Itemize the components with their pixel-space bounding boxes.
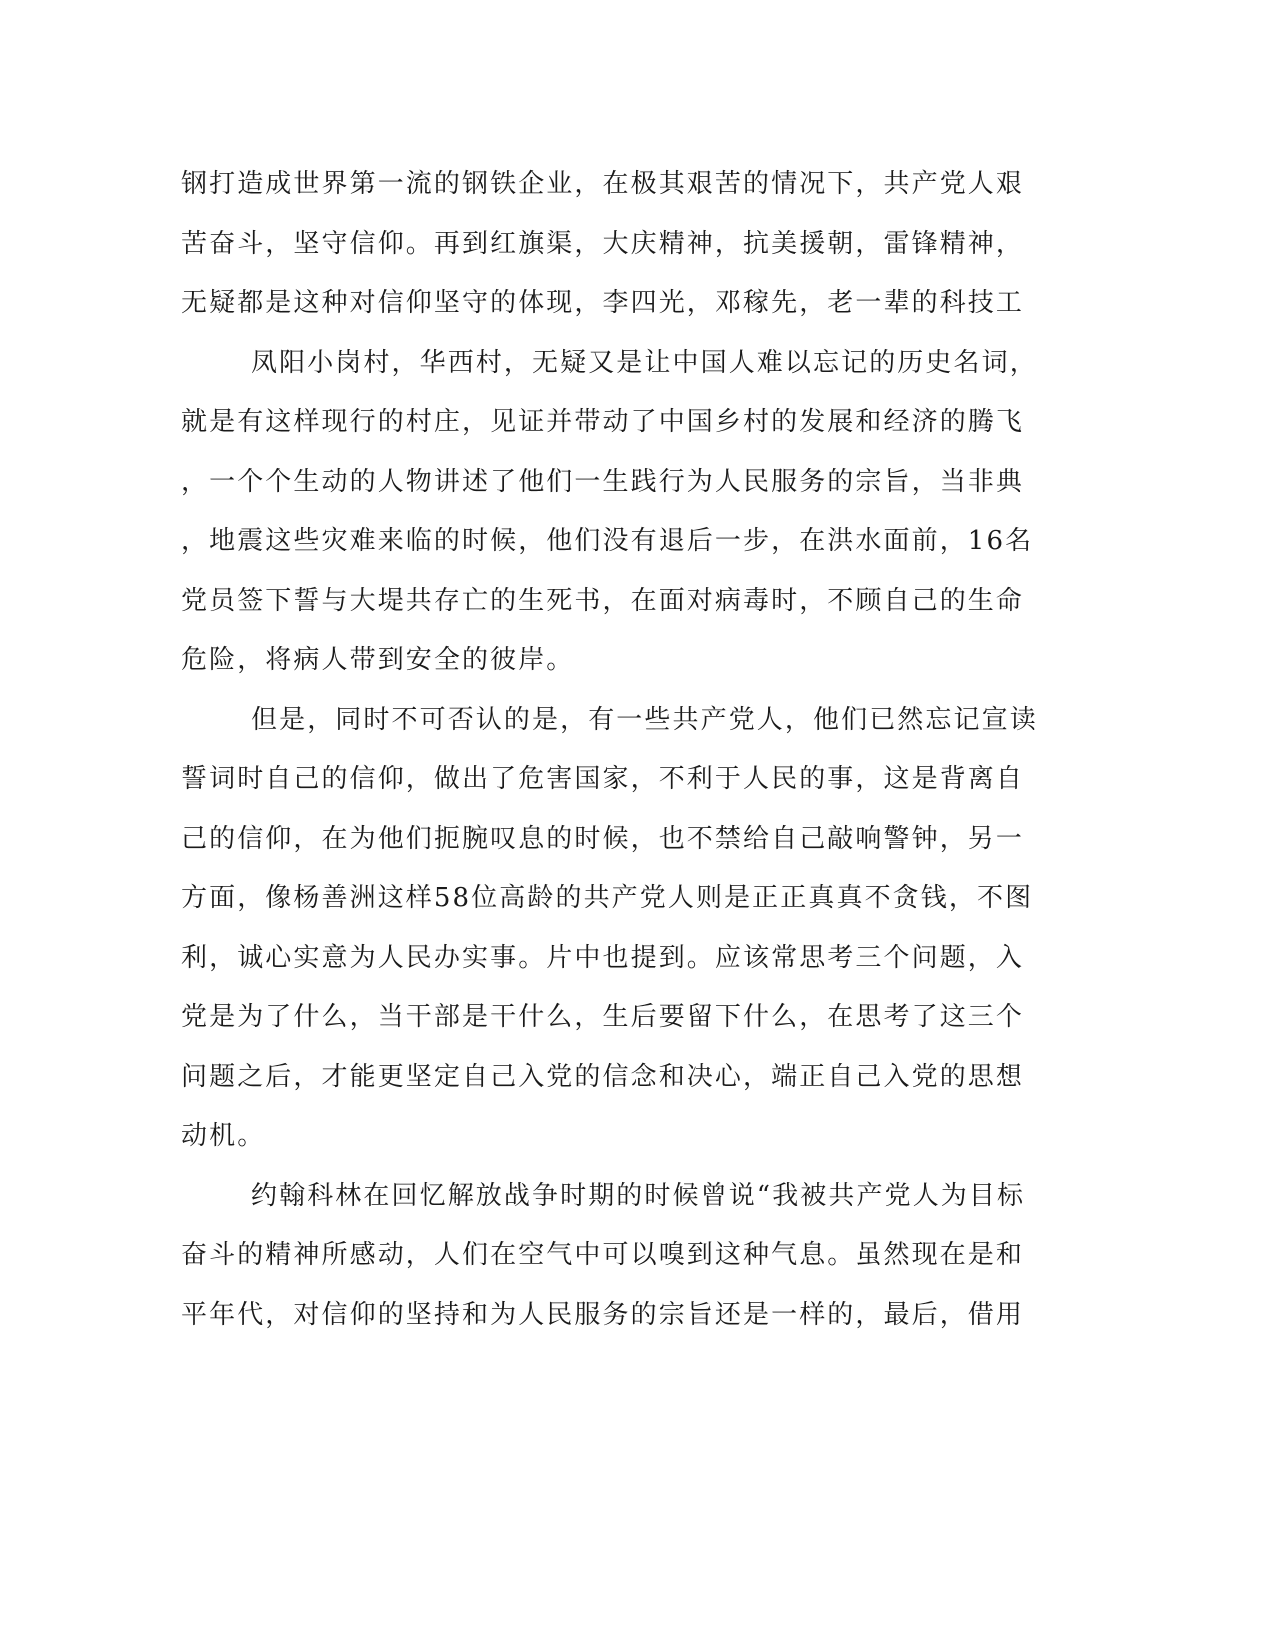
body-text — [181, 155, 1041, 1345]
text-line: 平年代，对信仰的坚持和为人民服务的宗旨还是一样的，最后，借用 — [181, 1299, 1025, 1330]
text-line: 动机。 — [181, 1121, 266, 1151]
paragraph — [181, 334, 1041, 691]
text-line: ，一个个生动的人物讲述了他们一生践行为人民服务的宗旨，当非典 — [181, 466, 1025, 497]
paragraph — [181, 1167, 1041, 1346]
text-line: 苦奋斗，坚守信仰。再到红旗渠，大庆精神，抗美援朝，雷锋精神， — [181, 228, 1025, 259]
text-line: 党是为了什么，当干部是干什么，生后要留下什么，在思考了这三个 — [181, 1002, 1025, 1032]
text-line: 方面，像杨善洲这样58位高龄的共产党人则是正正真真不贪钱，不图 — [181, 883, 1034, 913]
text-line: 但是，同时不可否认的是，有一些共产党人，他们已然忘记宣读 — [251, 704, 1038, 735]
text-line: 问题之后，才能更坚定自己入党的信念和决心，端正自己入党的思想 — [181, 1061, 1025, 1092]
text-line: 无疑都是这种对信仰坚守的体现，李四光，邓稼先，老一辈的科技工 — [181, 288, 1025, 318]
text-line: ，地震这些灾难来临的时候，他们没有退后一步，在洪水面前，16名 — [181, 526, 1034, 556]
text-line: 钢打造成世界第一流的钢铁企业，在极其艰苦的情况下，共产党人艰 — [181, 169, 1025, 199]
text-line: 约翰科林在回忆解放战争时期的时候曾说“我被共产党人为目标 — [251, 1180, 1026, 1211]
text-line: 凤阳小岗村，华西村，无疑又是让中国人难以忘记的历史名词， — [251, 347, 1038, 378]
text-line: 誓词时自己的信仰，做出了危害国家，不利于人民的事，这是背离自 — [181, 764, 1025, 794]
text-line: 党员签下誓与大堤共存亡的生死书，在面对病毒时，不顾自己的生命 — [181, 585, 1025, 616]
text-line: 就是有这样现行的村庄，见证并带动了中国乡村的发展和经济的腾飞 — [181, 407, 1025, 437]
text-line: 己的信仰，在为他们扼腕叹息的时候，也不禁给自己敲响警钟，另一 — [181, 823, 1025, 854]
text-line: 危险，将病人带到安全的彼岸。 — [181, 645, 575, 675]
text-line: 奋斗的精神所感动，人们在空气中可以嗅到这种气息。虽然现在是和 — [181, 1240, 1025, 1270]
paragraph — [181, 155, 1041, 334]
text-line: 利，诚心实意为人民办实事。片中也提到。应该常思考三个问题，入 — [181, 942, 1025, 973]
paragraph — [181, 691, 1041, 1167]
